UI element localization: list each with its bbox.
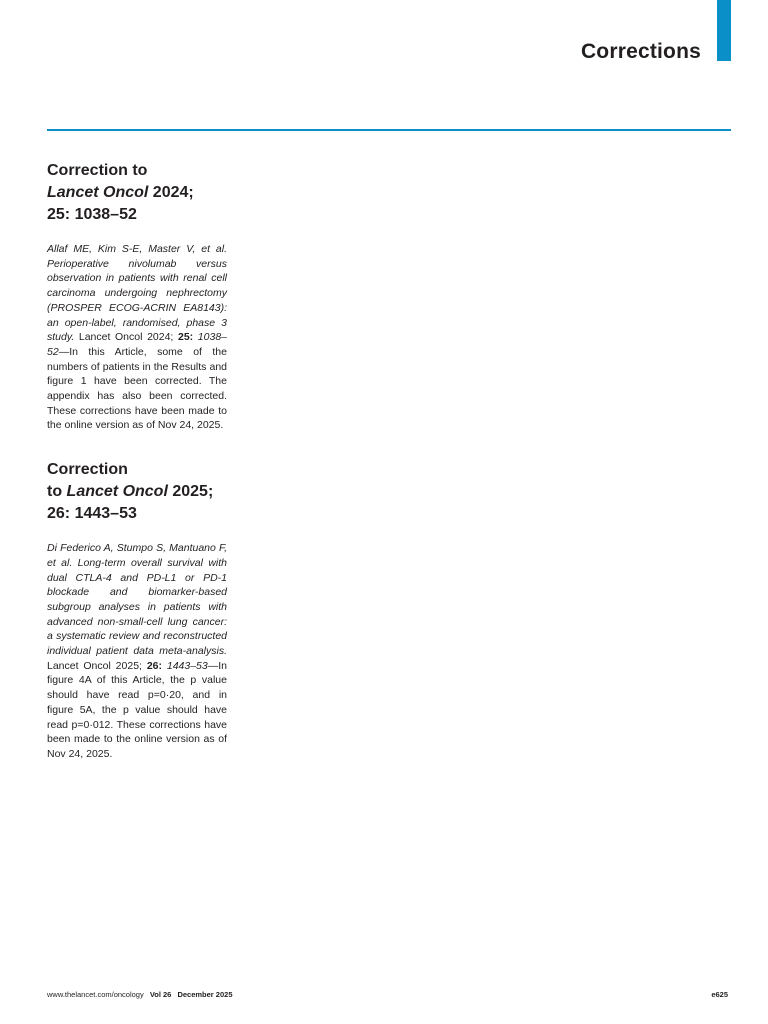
correction-text-2 — [47, 541, 227, 762]
correction-title-2: Correction to Lancet Oncol 2025; 26: 1443–53 — [47, 461, 214, 523]
volume: 26: — [146, 659, 162, 672]
pages: 1038–52 — [47, 331, 227, 358]
journal-ref: Lancet Oncol 2024; — [74, 331, 178, 344]
journal-ref: Lancet Oncol 2025; — [47, 659, 147, 672]
corrections-column — [47, 160, 227, 788]
footer-date: December 2025 — [177, 990, 233, 999]
correction-body: —In this Article, some of the numbers of patients in the Results and figure 1 have been corrected. The appendix has also been corrected. These corrections have been made to the online version as of Nov 24, 2025. — [47, 345, 227, 432]
correction-text-1 — [47, 242, 227, 433]
correction-body: —In figure 4A of this Article, the p value should have read p=0·20, and in figure 5A, the p value should have read p=0·012. These corrections have been made to the online version as of Nov 24, 2025. — [47, 659, 228, 760]
pages: 1443–53 — [162, 659, 208, 672]
correction-title-1: Correction to Lancet Oncol 2024; 25: 1038–52 — [47, 162, 194, 223]
citation: Di Federico A, Stumpo S, Mantuano F, et al. Long-term overall survival with dual CTLA-4 and PD-L1 or PD-1 blockade and biomarker-based subgroup analyses in patients with advanced non-small-cell lung cancer: a systematic review and reconstructed individual patient data meta-analysis. — [47, 542, 227, 658]
citation: Allaf ME, Kim S-E, Master V, et al. Perioperative nivolumab versus observation in patients with renal cell carcinoma undergoing nephrectomy (PROSPER ECOG-ACRIN EA8143): an open-label, randomised, phase 3 study. — [47, 243, 227, 344]
correction-entry-1 — [47, 160, 227, 433]
volume: 25: — [177, 331, 194, 344]
correction-entry-2 — [47, 459, 227, 762]
footer-info — [47, 990, 233, 999]
section-title: Corrections — [580, 40, 701, 63]
page-number: e625 — [711, 990, 728, 999]
header-rule — [47, 129, 731, 131]
footer-volume: Vol 26 — [149, 990, 172, 999]
footer-url: www.thelancet.com/oncology — [47, 990, 144, 999]
accent-bar — [717, 0, 731, 61]
